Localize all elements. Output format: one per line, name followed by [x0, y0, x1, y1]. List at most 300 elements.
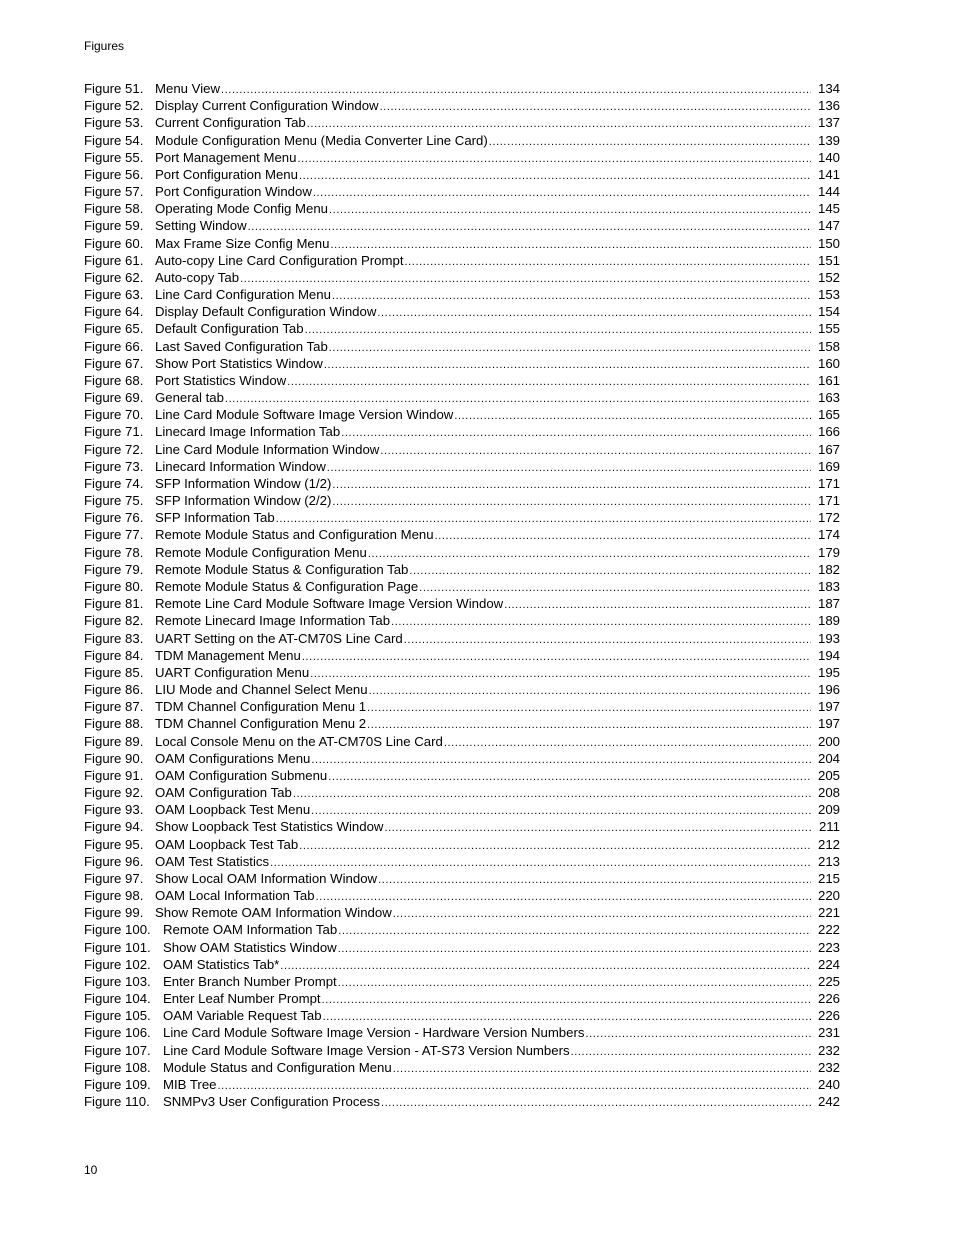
figure-page-number: 226 [817, 1008, 840, 1024]
toc-entry[interactable] [84, 320, 840, 337]
figure-page-number: 171 [817, 493, 840, 509]
figure-page-number: 144 [817, 184, 840, 200]
figure-page-number: 165 [817, 407, 840, 423]
toc-entry[interactable] [84, 973, 840, 990]
figure-page-number: 166 [817, 424, 840, 440]
figure-page-number: 136 [817, 98, 840, 114]
figure-title: Port Configuration Window [155, 184, 312, 200]
toc-entry[interactable] [84, 458, 840, 475]
dot-leader [338, 975, 811, 992]
toc-entry[interactable] [84, 715, 840, 732]
toc-entry-label [84, 149, 296, 166]
toc-entry[interactable] [84, 750, 840, 767]
toc-entry-label [84, 114, 306, 131]
figure-title: Operating Mode Config Menu [155, 201, 329, 217]
toc-entry[interactable] [84, 217, 840, 234]
figure-title: Port Statistics Window [155, 372, 287, 388]
figure-title: Port Management Menu [155, 149, 297, 165]
dot-leader [322, 992, 811, 1009]
toc-entry[interactable] [84, 836, 840, 853]
toc-entry-label [84, 870, 377, 887]
figure-title: Remote Module Status and Configuration Menu [155, 527, 434, 543]
figure-title: Enter Branch Number Prompt [163, 973, 337, 989]
figure-number: Figure 53. [84, 115, 144, 131]
figure-title: Remote OAM Information Tab [163, 922, 338, 938]
toc-entry[interactable] [84, 183, 840, 200]
figure-title: Enter Leaf Number Prompt [163, 991, 321, 1007]
toc-entry[interactable] [84, 526, 840, 543]
figure-title: UART Setting on the AT-CM70S Line Card [155, 630, 403, 646]
figure-number: Figure 77. [84, 527, 144, 543]
toc-entry[interactable] [84, 355, 840, 372]
figure-number: Figure 95. [84, 836, 144, 852]
figure-number: Figure 75. [84, 493, 144, 509]
figure-number: Figure 57. [84, 184, 144, 200]
toc-entry[interactable] [84, 595, 840, 612]
figure-title: Show Local OAM Information Window [155, 870, 378, 886]
figure-number: Figure 108. [84, 1059, 151, 1075]
dot-leader [329, 202, 811, 219]
toc-entry[interactable] [84, 818, 840, 835]
toc-entry-label [84, 458, 326, 475]
figure-number: Figure 73. [84, 458, 144, 474]
figure-page-number: 169 [817, 458, 840, 474]
figure-page-number: 196 [817, 682, 840, 698]
dot-leader [302, 649, 811, 666]
figure-title: OAM Test Statistics [155, 853, 270, 869]
dot-leader [299, 838, 811, 855]
figure-title: Port Configuration Menu [155, 166, 298, 182]
dot-leader [248, 219, 811, 236]
toc-entry-label [84, 303, 376, 320]
toc-entry[interactable] [84, 114, 840, 131]
toc-entry[interactable] [84, 492, 840, 509]
toc-entry[interactable] [84, 166, 840, 183]
toc-entry[interactable] [84, 956, 840, 973]
toc-entry[interactable] [84, 921, 840, 938]
toc-entry[interactable] [84, 664, 840, 681]
dot-leader [311, 752, 811, 769]
dot-leader [380, 99, 811, 116]
figure-title: Show Loopback Test Statistics Window [155, 819, 384, 835]
dot-leader [381, 1095, 811, 1112]
toc-entry-label [84, 1007, 322, 1024]
figure-number: Figure 82. [84, 613, 144, 629]
toc-entry-label [84, 698, 366, 715]
dot-leader [305, 322, 811, 339]
toc-entry-label [84, 767, 327, 784]
figure-page-number: 209 [817, 802, 840, 818]
toc-entry-label [84, 200, 328, 217]
figure-number: Figure 55. [84, 149, 144, 165]
dot-leader [435, 528, 811, 545]
figure-number: Figure 92. [84, 785, 144, 801]
figure-page-number: 182 [817, 561, 840, 577]
toc-entry-label [84, 269, 239, 286]
toc-entry-label [84, 441, 379, 458]
toc-entry-label [84, 235, 329, 252]
figure-title: TDM Management Menu [155, 647, 301, 663]
figure-number: Figure 65. [84, 321, 144, 337]
toc-entry-label [84, 647, 301, 664]
figure-title: Remote Module Status & Configuration Page [155, 578, 419, 594]
toc-entry-label [84, 939, 337, 956]
toc-entry[interactable] [84, 132, 840, 149]
figure-page-number: 150 [817, 235, 840, 251]
figure-title: Current Configuration Tab [155, 115, 306, 131]
dot-leader [280, 958, 811, 975]
figure-number: Figure 87. [84, 699, 144, 715]
figure-number: Figure 58. [84, 201, 144, 217]
toc-entry-label [84, 715, 366, 732]
dot-leader [338, 923, 811, 940]
toc-entry[interactable] [84, 904, 840, 921]
figure-title: SFP Information Window (2/2) [155, 493, 332, 509]
figure-page-number: 194 [817, 647, 840, 663]
figure-title: Line Card Module Software Image Version Window [155, 407, 454, 423]
dot-leader [409, 563, 811, 580]
toc-entry-label [84, 612, 390, 629]
toc-entry[interactable] [84, 887, 840, 904]
figure-number: Figure 103. [84, 973, 151, 989]
toc-entry[interactable] [84, 784, 840, 801]
figure-page-number: 211 [818, 819, 840, 835]
figure-page-number: 154 [817, 304, 840, 320]
dot-leader [571, 1044, 811, 1061]
toc-entry-label [84, 1093, 380, 1110]
toc-entry[interactable] [84, 681, 840, 698]
figure-number: Figure 84. [84, 647, 144, 663]
figure-title: Auto-copy Line Card Configuration Prompt [155, 252, 404, 268]
figure-page-number: 225 [817, 973, 840, 989]
toc-entry[interactable] [84, 939, 840, 956]
figure-number: Figure 88. [84, 716, 144, 732]
figure-page-number: 139 [817, 132, 840, 148]
figure-number: Figure 97. [84, 870, 144, 886]
toc-entry[interactable] [84, 870, 840, 887]
toc-entry-label [84, 818, 383, 835]
figure-number: Figure 85. [84, 664, 144, 680]
dot-leader [332, 288, 811, 305]
toc-entry[interactable] [84, 441, 840, 458]
toc-entry-label [84, 372, 286, 389]
toc-entry[interactable] [84, 1093, 840, 1110]
figure-page-number: 200 [817, 733, 840, 749]
toc-entry[interactable] [84, 630, 840, 647]
toc-entry[interactable] [84, 853, 840, 870]
toc-entry[interactable] [84, 97, 840, 114]
toc-entry[interactable] [84, 544, 840, 561]
figure-title: Line Card Module Software Image Version - Hardware Version Numbers [163, 1025, 585, 1041]
dot-leader [341, 425, 811, 442]
figure-number: Figure 101. [84, 939, 151, 955]
figure-title: OAM Configuration Tab [155, 785, 292, 801]
figure-number: Figure 54. [84, 132, 144, 148]
toc-entry-label [84, 1042, 570, 1059]
figure-number: Figure 94. [84, 819, 144, 835]
toc-entry-label [84, 887, 315, 904]
figure-title: OAM Loopback Test Tab [155, 836, 299, 852]
toc-entry[interactable] [84, 1042, 840, 1059]
toc-entry[interactable] [84, 423, 840, 440]
toc-entry[interactable] [84, 561, 840, 578]
dot-leader [328, 769, 811, 786]
toc-entry-label [84, 836, 298, 853]
figure-page-number: 242 [817, 1094, 840, 1110]
figure-number: Figure 109. [84, 1076, 151, 1092]
toc-entry[interactable] [84, 389, 840, 406]
figure-title: Local Console Menu on the AT-CM70S Line Card [155, 733, 443, 749]
toc-entry[interactable] [84, 200, 840, 217]
figure-title: LIU Mode and Channel Select Menu [155, 682, 368, 698]
toc-entry[interactable] [84, 475, 840, 492]
figure-number: Figure 91. [84, 767, 144, 783]
toc-entry-label [84, 320, 304, 337]
figure-number: Figure 56. [84, 166, 144, 182]
dot-leader [327, 460, 811, 477]
figure-title: Display Current Configuration Window [155, 98, 379, 114]
figure-number: Figure 99. [84, 905, 144, 921]
figure-number: Figure 100. [84, 922, 151, 938]
dot-leader [311, 803, 811, 820]
toc-entry-label [84, 784, 292, 801]
toc-entry-label [84, 853, 269, 870]
toc-entry-label [84, 595, 503, 612]
figure-page-number: 224 [817, 956, 840, 972]
dot-leader [391, 614, 811, 631]
dot-leader [368, 546, 811, 563]
toc-entry[interactable] [84, 338, 840, 355]
figure-title: OAM Variable Request Tab [163, 1008, 322, 1024]
dot-leader [367, 700, 811, 717]
figure-number: Figure 68. [84, 372, 144, 388]
figure-number: Figure 74. [84, 475, 144, 491]
figure-page-number: 167 [817, 441, 840, 457]
figure-page-number: 189 [817, 613, 840, 629]
figure-number: Figure 81. [84, 596, 144, 612]
figure-title: UART Configuration Menu [155, 664, 310, 680]
toc-entry-label [84, 286, 331, 303]
figure-page-number: 147 [817, 218, 840, 234]
dot-leader [293, 786, 811, 803]
toc-entry[interactable] [84, 1076, 840, 1093]
figure-number: Figure 61. [84, 252, 144, 268]
page-header: Figures [84, 39, 125, 53]
figure-title: General tab [155, 390, 224, 406]
toc-entry[interactable] [84, 1024, 840, 1041]
figure-number: Figure 72. [84, 441, 144, 457]
figure-title: Remote Linecard Image Information Tab [155, 613, 391, 629]
figure-title: Module Configuration Menu (Media Converter Line Card) [155, 132, 488, 148]
figure-number: Figure 90. [84, 750, 144, 766]
figure-title: Linecard Image Information Tab [155, 424, 341, 440]
figure-title: OAM Configuration Submenu [155, 767, 328, 783]
figure-page-number: 240 [817, 1076, 840, 1092]
figure-title: MIB Tree [163, 1076, 217, 1092]
figure-number: Figure 106. [84, 1025, 151, 1041]
toc-entry-label [84, 492, 331, 509]
toc-entry-label [84, 1059, 392, 1076]
figure-number: Figure 63. [84, 287, 144, 303]
toc-entry-label [84, 423, 340, 440]
figure-title: TDM Channel Configuration Menu 1 [155, 699, 367, 715]
toc-entry-label [84, 509, 275, 526]
toc-entry[interactable] [84, 269, 840, 286]
figure-page-number: 158 [817, 338, 840, 354]
figure-title: OAM Local Information Tab [155, 888, 315, 904]
dot-leader [378, 872, 811, 889]
toc-entry[interactable] [84, 149, 840, 166]
figure-page-number: 179 [817, 544, 840, 560]
figure-page-number: 155 [817, 321, 840, 337]
figure-page-number: 231 [817, 1025, 840, 1041]
toc-entry[interactable] [84, 1059, 840, 1076]
figure-title: Display Default Configuration Window [155, 304, 377, 320]
figure-title: Show Port Statistics Window [155, 355, 323, 371]
toc-entry-label [84, 801, 310, 818]
toc-entry-label [84, 990, 321, 1007]
figure-page-number: 187 [817, 596, 840, 612]
toc-entry[interactable] [84, 235, 840, 252]
dot-leader [489, 134, 811, 151]
dot-leader [299, 168, 811, 185]
dot-leader [380, 443, 811, 460]
toc-entry[interactable] [84, 990, 840, 1007]
figure-title: TDM Channel Configuration Menu 2 [155, 716, 367, 732]
dot-leader [585, 1026, 811, 1043]
dot-leader [329, 340, 811, 357]
figure-number: Figure 59. [84, 218, 144, 234]
figure-number: Figure 62. [84, 269, 144, 285]
toc-entry-label [84, 338, 328, 355]
figure-number: Figure 69. [84, 390, 144, 406]
toc-entry-label [84, 681, 368, 698]
dot-leader [287, 374, 811, 391]
toc-entry-label [84, 526, 434, 543]
dot-leader [454, 408, 811, 425]
figure-page-number: 197 [817, 699, 840, 715]
toc-entry-label [84, 1024, 584, 1041]
figure-number: Figure 64. [84, 304, 144, 320]
figure-number: Figure 110. [84, 1094, 150, 1110]
figure-page-number: 222 [817, 922, 840, 938]
toc-entry-label [84, 252, 404, 269]
toc-entry[interactable] [84, 733, 840, 750]
figure-page-number: 171 [817, 475, 840, 491]
figure-title: Line Card Module Software Image Version - AT-S73 Version Numbers [163, 1042, 570, 1058]
figure-title: Auto-copy Tab [155, 269, 240, 285]
figure-number: Figure 80. [84, 578, 144, 594]
figure-page-number: 145 [817, 201, 840, 217]
figure-page-number: 163 [817, 390, 840, 406]
toc-entry-label [84, 544, 367, 561]
figure-page-number: 220 [817, 888, 840, 904]
toc-entry[interactable] [84, 801, 840, 818]
figure-title: Line Card Configuration Menu [155, 287, 331, 303]
dot-leader [377, 305, 811, 322]
toc-entry[interactable] [84, 578, 840, 595]
toc-entry[interactable] [84, 372, 840, 389]
toc-entry[interactable] [84, 767, 840, 784]
figure-number: Figure 96. [84, 853, 144, 869]
figure-page-number: 151 [817, 252, 840, 268]
figure-page-number: 197 [817, 716, 840, 732]
figure-page-number: 205 [817, 767, 840, 783]
toc-entry[interactable] [84, 252, 840, 269]
figure-title: SFP Information Tab [155, 510, 275, 526]
dot-leader [369, 683, 811, 700]
toc-entry[interactable] [84, 1007, 840, 1024]
figure-title: OAM Loopback Test Menu [155, 802, 311, 818]
toc-entry[interactable] [84, 286, 840, 303]
toc-entry[interactable] [84, 647, 840, 664]
figure-title: Show Remote OAM Information Window [155, 905, 392, 921]
dot-leader [404, 632, 811, 649]
toc-entry-label [84, 183, 312, 200]
figure-number: Figure 79. [84, 561, 144, 577]
toc-entry-label [84, 664, 309, 681]
figure-title: Show OAM Statistics Window [163, 939, 337, 955]
figure-page-number: 223 [817, 939, 840, 955]
figure-page-number: 232 [817, 1059, 840, 1075]
toc-entry-label [84, 475, 331, 492]
dot-leader [332, 477, 811, 494]
figure-title: Linecard Information Window [155, 458, 326, 474]
figure-number: Figure 89. [84, 733, 144, 749]
dot-leader [338, 941, 811, 958]
figure-page-number: 152 [817, 269, 840, 285]
figure-title: Remote Module Configuration Menu [155, 544, 367, 560]
toc-entry[interactable] [84, 303, 840, 320]
figure-title: Default Configuration Tab [155, 321, 304, 337]
toc-entry[interactable] [84, 612, 840, 629]
dot-leader [313, 185, 811, 202]
toc-entry[interactable] [84, 698, 840, 715]
dot-leader [384, 820, 811, 837]
figure-title: Menu View [155, 81, 220, 96]
toc-entry-label [84, 921, 337, 938]
figure-page-number: 141 [817, 166, 840, 182]
figure-number: Figure 105. [84, 1008, 151, 1024]
dot-leader [444, 735, 811, 752]
figure-number: Figure 70. [84, 407, 144, 423]
figure-number: Figure 52. [84, 98, 144, 114]
toc-entry[interactable] [84, 80, 840, 97]
figure-page-number: 140 [817, 149, 840, 165]
toc-entry-label [84, 97, 379, 114]
toc-entry-label [84, 132, 488, 149]
figure-page-number: 232 [817, 1042, 840, 1058]
figure-number: Figure 104. [84, 991, 151, 1007]
toc-entry-label [84, 733, 443, 750]
dot-leader [504, 597, 811, 614]
figure-number: Figure 76. [84, 510, 144, 526]
toc-entry-label [84, 389, 224, 406]
figure-title: Module Status and Configuration Menu [163, 1059, 392, 1075]
page-number: 10 [84, 1163, 98, 1177]
toc-entry[interactable] [84, 509, 840, 526]
dot-leader [405, 254, 812, 271]
figure-number: Figure 107. [84, 1042, 151, 1058]
toc-entry[interactable] [84, 406, 840, 423]
figure-number: Figure 83. [84, 630, 144, 646]
figure-page-number: 204 [817, 750, 840, 766]
toc-entry-label [84, 355, 323, 372]
toc-entry-label [84, 561, 408, 578]
figure-page-number: 134 [817, 81, 840, 96]
toc-entry-label [84, 166, 298, 183]
figure-title: Remote Module Status & Configuration Tab [155, 561, 409, 577]
